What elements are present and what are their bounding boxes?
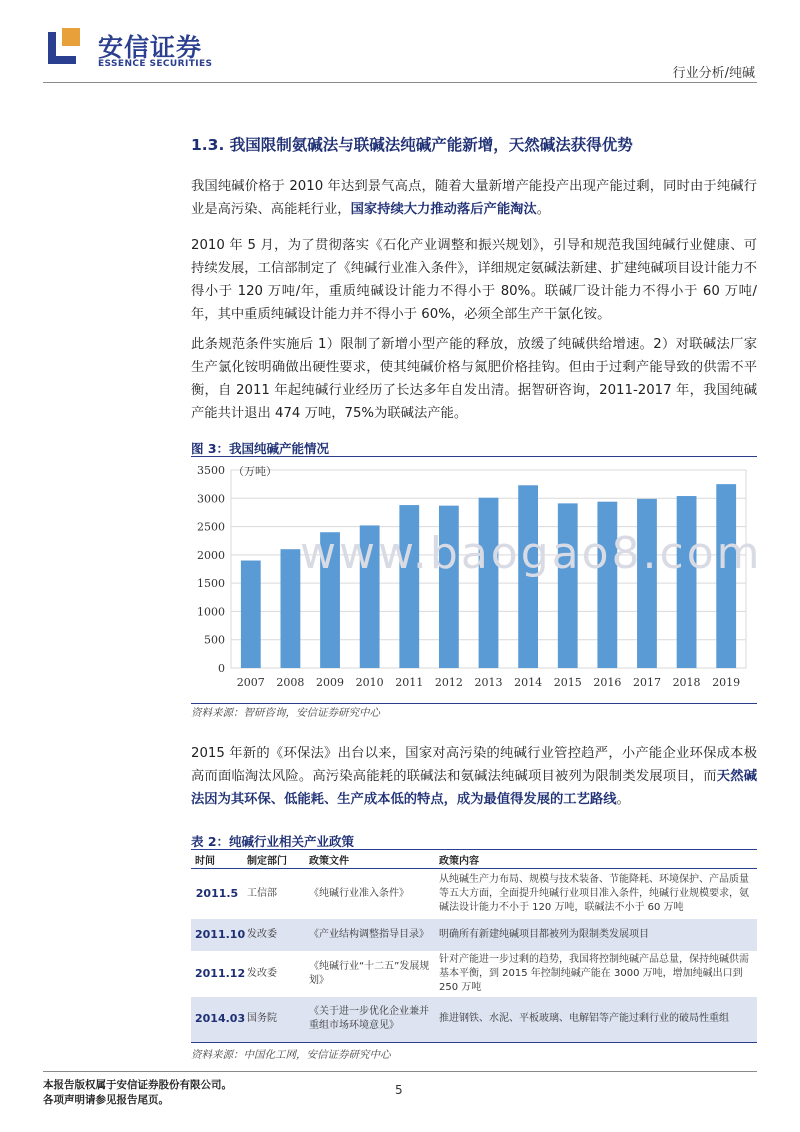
essence-logo-icon — [44, 26, 84, 66]
figure-top-rule — [191, 456, 757, 457]
table-row — [191, 997, 757, 1043]
row-content: 推进钢铁、水泥、平板玻璃、电解铝等产能过剩行业的破局性重组 — [435, 997, 757, 1043]
figure-bottom-rule — [191, 703, 757, 704]
brand-name-en: ESSENCE SECURITIES — [98, 59, 213, 69]
header-content: 政策内容 — [435, 850, 757, 869]
page-number: 5 — [395, 1083, 403, 1097]
bar — [677, 496, 697, 668]
row-date: 2011.12 — [195, 966, 246, 980]
row-dept: 国务院 — [243, 997, 305, 1043]
y-tick-label: 1000 — [197, 605, 225, 619]
x-tick-label: 2019 — [712, 676, 741, 689]
report-category: 行业分析/纯碱 — [672, 66, 755, 81]
x-tick-label: 2011 — [395, 676, 424, 689]
row-content: 从纯碱生产力布局、规模与技术装备、节能降耗、环境保护、产品质量等五大方面，全面提升纯碱行业项目准入条件，纯碱行业规模要求，氨碱法设计能力不小于 120 万吨，联碱法不小于 60 万吨 — [439, 873, 749, 913]
table-row — [191, 869, 757, 919]
header-dept: 制定部门 — [243, 850, 305, 869]
table-source: 资料来源：中国化工网，安信证券研究中心 — [191, 1049, 391, 1061]
row-doc: 《纯碱行业准入条件》 — [309, 887, 409, 899]
paragraph-4: 2015 年新的《环保法》出台以来，国家对高污染的纯碱行业管控趋严，小产能企业环保成本极高而面临淘汰风险。高污染高能耗的联碱法和氨碱法纯碱项目被列为限制类发展项目，而天然碱法因为其环保、低能耗、生产成本低的特点，成为最值得发展的工艺路线。 — [191, 746, 758, 807]
row-dept: 发改委 — [243, 919, 305, 951]
bar — [479, 498, 499, 668]
y-tick-label: 1500 — [197, 577, 225, 591]
y-unit-label: （万吨） — [233, 465, 277, 478]
footer-disclaimer: 各项声明请参见报告尾页。 — [43, 1094, 169, 1106]
x-tick-label: 2010 — [355, 676, 384, 689]
y-tick-label: 3500 — [197, 464, 225, 477]
row-dept: 发改委 — [247, 967, 277, 979]
x-tick-label: 2009 — [316, 676, 345, 689]
header-date: 时间 — [191, 850, 243, 869]
x-tick-label: 2015 — [553, 676, 582, 689]
x-tick-label: 2018 — [672, 676, 701, 689]
table-title: 表 2：纯碱行业相关产业政策 — [191, 834, 355, 849]
x-tick-label: 2007 — [236, 676, 265, 689]
paragraph-1-emphasis: 国家持续大力推动落后产能淘汰 — [350, 202, 537, 217]
paragraph-1: 我国纯碱价格于 2010 年达到景气高点，随着大量新增产能投产出现产能过剩，同时由于纯碱行业是高污染、高能耗行业，国家持续大力推动落后产能淘汰。 — [191, 179, 757, 217]
y-tick-label: 0 — [218, 662, 225, 675]
paragraph-3: 此条规范条件实施后 1）限制了新增小型产能的释放，放缓了纯碱供给增速。2）对联碱法厂家生产氯化铵明确做出硬性要求，使其纯碱价格与氮肥价格挂钩。但由于过剩产能导致的供需不平衡，自 2011 年起纯碱行业经历了长达多年自发出清。据智研咨询，2011-2017 年，我国纯碱产能共计退出 474 万吨，75%为联碱法产能。 — [191, 337, 757, 421]
row-date: 2011.10 — [191, 919, 243, 951]
row-doc: 《纯碱行业“十二五”发展规划》 — [309, 960, 430, 986]
paragraph-4-emphasis: 天然碱法因为其环保、低能耗、生产成本低的特点，成为最值得发展的工艺路线 — [191, 769, 758, 807]
x-tick-label: 2012 — [434, 676, 463, 689]
figure-source: 资料来源：智研咨询，安信证券研究中心 — [191, 707, 380, 719]
x-tick-label: 2017 — [632, 676, 661, 689]
row-doc: 《关于进一步优化企业兼并重组市场环境意见》 — [305, 997, 435, 1043]
bar — [281, 549, 301, 668]
y-tick-label: 500 — [204, 633, 225, 647]
x-tick-label: 2008 — [276, 676, 305, 689]
x-tick-label: 2013 — [474, 676, 503, 689]
section-title: 1.3. 我国限制氨碱法与联碱法纯碱产能新增，天然碱法获得优势 — [191, 136, 633, 154]
x-tick-label: 2014 — [514, 676, 543, 689]
watermark: www.baogao8.com — [300, 528, 763, 579]
y-tick-label: 3000 — [197, 492, 225, 506]
brand-name-cn: 安信证券 — [98, 33, 203, 62]
bar — [241, 561, 261, 668]
x-tick-label: 2016 — [593, 676, 622, 689]
figure-title: 图 3：我国纯碱产能情况 — [191, 441, 330, 456]
row-date: 2011.5 — [195, 886, 239, 900]
header-rule — [43, 82, 757, 83]
y-tick-label: 2500 — [197, 520, 225, 534]
row-date: 2014.03 — [191, 997, 243, 1043]
footer-copyright: 本报告版权属于安信证券股份有限公司。 — [43, 1079, 232, 1091]
y-tick-label: 2000 — [197, 548, 225, 562]
row-doc: 《产业结构调整指导目录》 — [305, 919, 435, 951]
policy-table — [191, 849, 757, 1043]
table-header-row — [191, 850, 757, 869]
bar — [637, 499, 657, 668]
row-content: 明确所有新建纯碱项目都被列为限制类发展项目 — [435, 919, 757, 951]
row-content: 针对产能进一步过剩的趋势，我国将控制纯碱产品总量，保持纯碱供需基本平衡，到 2015 年控制纯碱产能在 3000 万吨，增加纯碱出口到 250 万吨 — [439, 953, 749, 993]
header-doc: 政策文件 — [305, 850, 435, 869]
table-row — [191, 951, 757, 997]
table-row — [191, 919, 757, 951]
paragraph-2: 2010 年 5 月，为了贯彻落实《石化产业调整和振兴规划》，引导和规范我国纯碱行业健康、可持续发展，工信部制定了《纯碱行业准入条件》，详细规定氨碱法新建、扩建纯碱项目设计能力不得小于 120 万吨/年，重质纯碱设计能力不得小于 80%。联碱厂设计能力不得小于 60 万吨/年，其中重质纯碱设计能力并不得小于 60%，必须全部生产干氯化铵。 — [191, 238, 757, 322]
row-dept: 工信部 — [247, 887, 277, 899]
bar — [597, 502, 617, 668]
footer-rule — [43, 1071, 757, 1072]
